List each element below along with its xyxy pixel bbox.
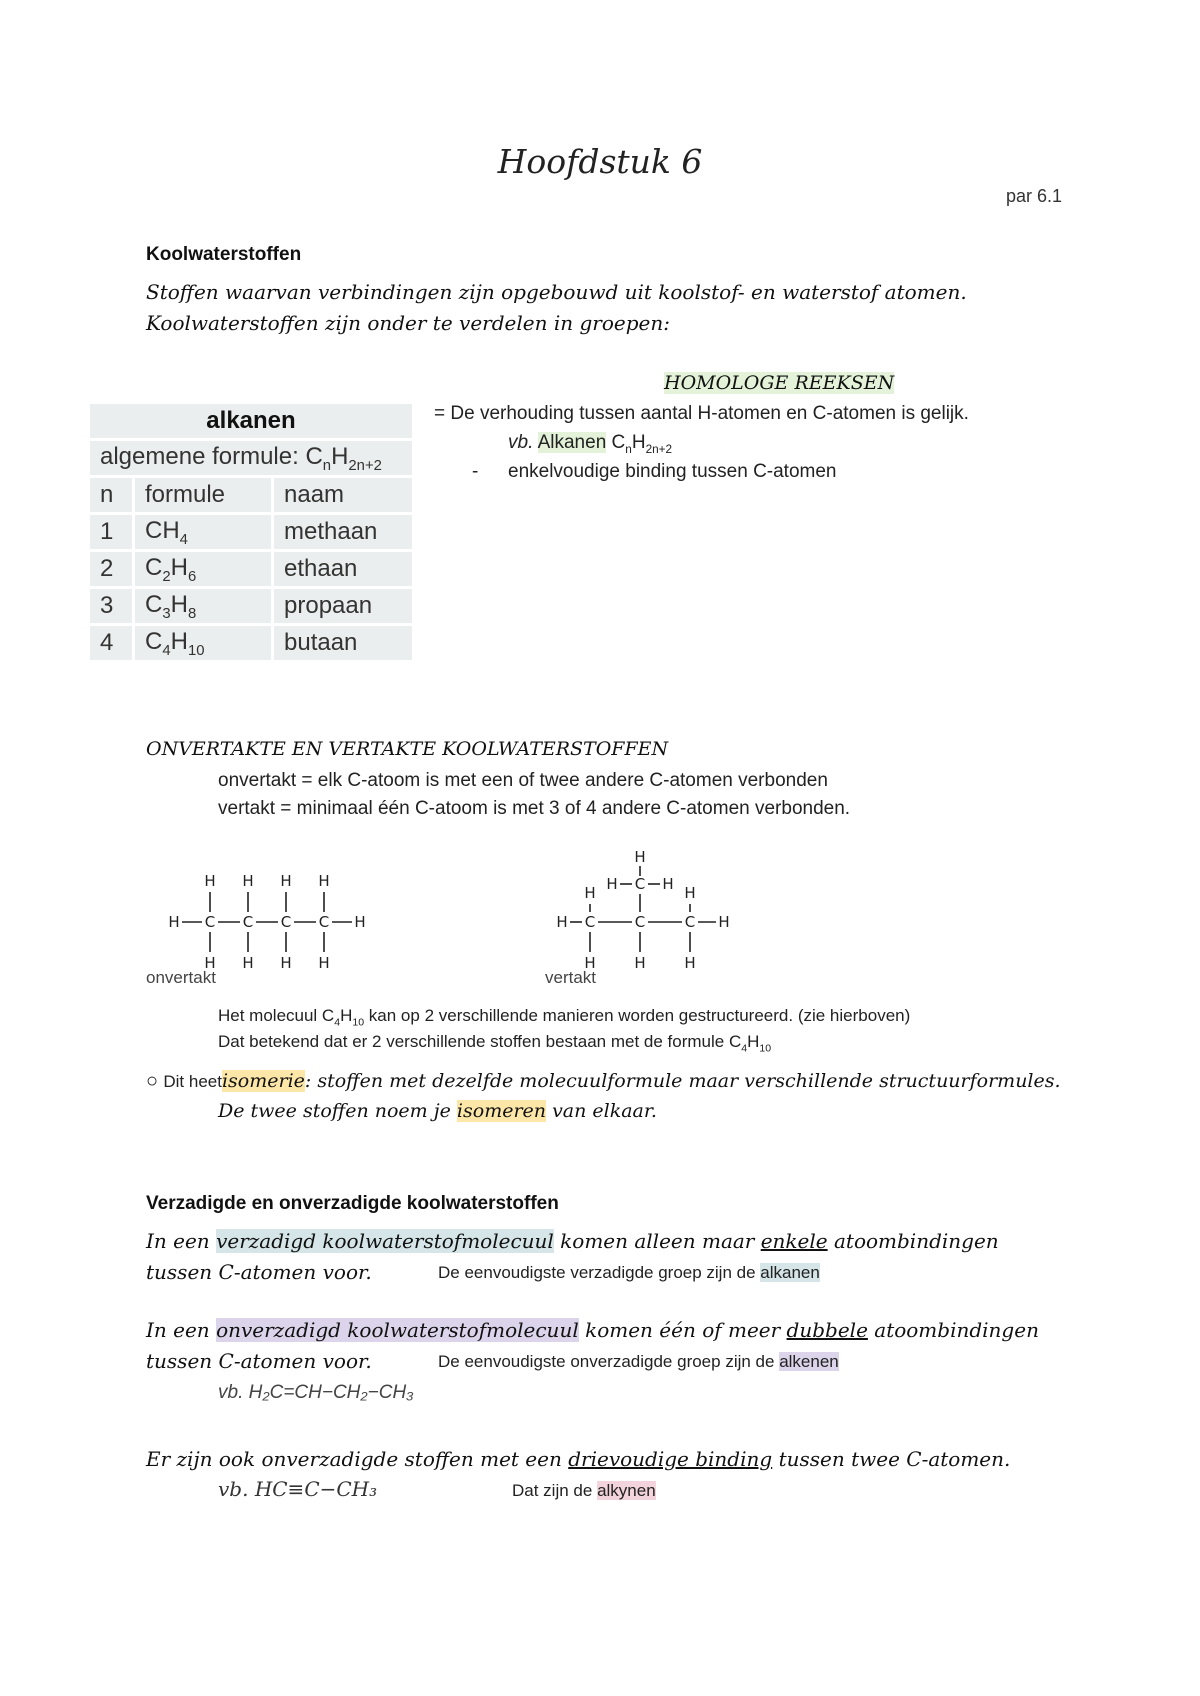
- onvertakt-definition: onvertakt = elk C-atoom is met een of twee andere C-atomen verbonden: [218, 770, 828, 791]
- header-naam: naam: [274, 478, 412, 512]
- onverzadigd-note: De eenvoudigste onverzadigde groep zijn de alkenen: [438, 1352, 839, 1371]
- molecuul-line-1: Het molecuul $C_4H_{10}$ kan op 2 verschillende manieren worden gestructureerd. (zie hierboven): [218, 1006, 911, 1029]
- carbon-atom: C: [634, 913, 646, 931]
- onverzadigd-line-1: In een onverzadigd koolwaterstofmolecuul komen één of meer dubbele atoombindingen: [146, 1318, 1039, 1342]
- verzadigd-note: De eenvoudigste verzadigde groep zijn de alkanen: [438, 1263, 820, 1282]
- isomeren-line: De twee stoffen noem je isomeren van elkaar.: [218, 1100, 657, 1122]
- circle-bullet-icon: ○: [146, 1070, 159, 1092]
- homologe-definition: = De verhouding tussen aantal H-atomen en C-atomen is gelijk.: [434, 403, 969, 424]
- table-title-row: [90, 404, 412, 438]
- alkanen-highlight: Alkanen: [537, 432, 607, 453]
- label-onvertakt: onvertakt: [146, 968, 216, 987]
- table-row: 4 $C_4H_{10}$ butaan: [90, 626, 412, 660]
- carbon-atom: C: [684, 913, 696, 931]
- isomeren-highlight: isomeren: [456, 1100, 547, 1122]
- structure-diagrams: [150, 850, 750, 1000]
- general-formula: algemene formule: $C_nH_{2n+2}$: [90, 441, 412, 475]
- hydrogen-atom: H: [354, 913, 366, 931]
- alkyn-example: vb. HC≡C−CH₃: [218, 1477, 378, 1501]
- alkeen-example: vb. H₂C=CH−CH₂−CH₃: [218, 1382, 414, 1403]
- hydrogen-atom: H: [204, 954, 216, 972]
- isomerie-highlight: isomerie: [221, 1070, 305, 1092]
- homologe-bullet: enkelvoudige binding tussen C-atomen: [508, 461, 837, 482]
- carbon-atom: C: [280, 913, 292, 931]
- alkanen-table: [90, 401, 412, 663]
- hydrogen-atom: H: [662, 875, 674, 893]
- intro-line-1: Stoffen waarvan verbindingen zijn opgebouwd uit koolstof- en waterstof atomen.: [146, 280, 967, 304]
- hydrogen-atom: H: [584, 954, 596, 972]
- section-heading-koolwaterstoffen: Koolwaterstoffen: [146, 244, 302, 265]
- hydrogen-atom: H: [318, 954, 330, 972]
- molecuul-line-2: Dat betekend dat er 2 verschillende stoffen bestaan met de formule $C_4H_{10}$: [218, 1032, 772, 1055]
- table-row: 2 $C_2H_6$ ethaan: [90, 552, 412, 586]
- page-title: Hoofdstuk 6: [497, 142, 703, 181]
- intro-line-2: Koolwaterstoffen zijn onder te verdelen in groepen:: [146, 311, 670, 335]
- header-n: n: [90, 478, 135, 512]
- table-title: alkanen: [90, 404, 412, 438]
- hydrogen-atom: H: [242, 872, 254, 890]
- table-row: 3 $C_3H_8$ propaan: [90, 589, 412, 623]
- vertakt-heading: ONVERTAKTE EN VERTAKTE KOOLWATERSTOFFEN: [146, 738, 669, 760]
- carbon-atom: C: [584, 913, 596, 931]
- carbon-atom: C: [634, 875, 646, 893]
- table-row: 1 $CH_4$ methaan: [90, 515, 412, 549]
- hydrogen-atom: H: [204, 872, 216, 890]
- header-formule: formule: [135, 478, 274, 512]
- hydrogen-atom: H: [634, 850, 646, 866]
- butaan-onvertakt-diagram: [168, 872, 365, 972]
- table-formula-row: [90, 441, 412, 475]
- hydrogen-atom: H: [242, 954, 254, 972]
- hydrogen-atom: H: [280, 872, 292, 890]
- carbon-atom: C: [318, 913, 330, 931]
- hydrogen-atom: H: [684, 884, 696, 902]
- paragraph-number: par 6.1: [1005, 186, 1062, 206]
- homologe-heading: HOMOLOGE REEKSEN: [664, 372, 895, 394]
- hydrogen-atom: H: [584, 884, 596, 902]
- hydrogen-atom: H: [606, 875, 618, 893]
- homologe-dash: -: [472, 461, 479, 482]
- onverzadigd-line-2: tussen C-atomen voor.: [146, 1349, 372, 1373]
- alkyn-note: Dat zijn de alkynen: [512, 1481, 656, 1500]
- label-vertakt: vertakt: [545, 968, 597, 987]
- section-heading-verzadigd: Verzadigde en onverzadigde koolwaterstoffen: [146, 1193, 559, 1214]
- hydrogen-atom: H: [634, 954, 646, 972]
- hydrogen-atom: H: [556, 913, 568, 931]
- hydrogen-atom: H: [684, 954, 696, 972]
- hydrogen-atom: H: [718, 913, 730, 931]
- table-header-row: [90, 478, 412, 512]
- verzadigd-line-2: tussen C-atomen voor.: [146, 1260, 372, 1284]
- carbon-atom: C: [204, 913, 216, 931]
- homologe-example: vb. Alkanen $C_nH_{2n+2}$: [508, 432, 673, 456]
- carbon-atom: C: [242, 913, 254, 931]
- verzadigd-line-1: In een verzadigd koolwaterstofmolecuul komen alleen maar enkele atoombindingen: [146, 1229, 999, 1253]
- isobutaan-vertakt-diagram: [556, 850, 729, 972]
- hydrogen-atom: H: [168, 913, 180, 931]
- hydrogen-atom: H: [280, 954, 292, 972]
- drievoudig-line: Er zijn ook onverzadigde stoffen met een drievoudige binding tussen twee C-atomen.: [146, 1447, 1011, 1471]
- hydrogen-atom: H: [318, 872, 330, 890]
- vertakt-definition: vertakt = minimaal één C-atoom is met 3 of 4 andere C-atomen verbonden.: [218, 798, 851, 819]
- isomerie-line: ○ Dit heetisomerie: stoffen met dezelfde molecuulformule maar verschillende structuurformules.: [146, 1070, 1061, 1092]
